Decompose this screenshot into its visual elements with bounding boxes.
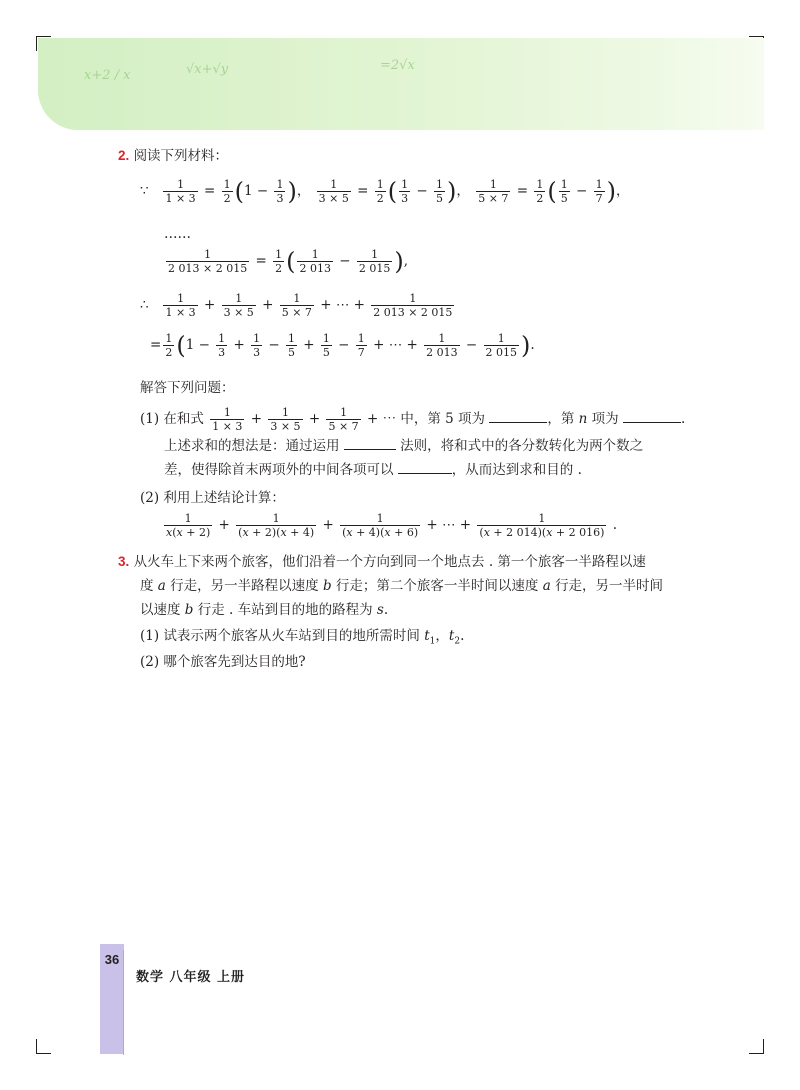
fraction: $\frac{1}{1 \times 3}$: [165, 292, 196, 319]
banner-formula-1: x+2 / x: [84, 68, 131, 83]
q1-prefix: (1) 在和式: [140, 411, 204, 427]
fraction: $\frac{1}{2 013}$: [299, 248, 331, 275]
fraction: $\frac{1}{5 \times 7}$: [281, 292, 312, 319]
p3-text: 行走，另一半时间: [555, 578, 664, 594]
p3-q1-text: (1) 试表示两个旅客从火车站到目的地所需时间: [140, 628, 420, 644]
fraction: $\frac{1}{5}$: [287, 332, 295, 359]
q1-line3-b: ，从而达到求和目的 .: [451, 462, 582, 478]
problem-3-question-2: (2) 哪个旅客先到达目的地?: [140, 654, 306, 670]
problem-3-question-1: (1) 试表示两个旅客从火车站到目的地所需时间 $t_1$，$t_2$.: [140, 628, 465, 647]
task-intro: 解答下列问题：: [140, 380, 235, 396]
p3-text: 行走；第二个旅客一半时间以速度: [335, 578, 539, 594]
p3-text: 以速度: [140, 602, 181, 618]
banner-formula-3: =2√x: [380, 58, 415, 73]
fraction: $\frac{1}{1 \times 3}$: [212, 406, 243, 433]
variable-t1: t: [424, 628, 430, 644]
question-2-prompt: (2) 利用上述结论计算：: [140, 490, 285, 506]
therefore-symbol: ∴: [140, 297, 149, 313]
fraction: $\frac{1}{5}$: [322, 332, 330, 359]
page-number: 36: [104, 952, 120, 967]
answer-blank: [398, 461, 452, 474]
variable-b: b: [184, 602, 194, 618]
variable-b: b: [322, 578, 332, 594]
problem-3-line-3: [140, 600, 388, 620]
answer-blank: [344, 437, 396, 450]
ellipsis: ……: [164, 226, 191, 242]
fraction: $\frac{1}{2 013}$: [426, 332, 458, 359]
material-line-2: $\frac{1}{2 013 \times 2 015}$ = $\frac{1}{2}$ ( $\frac{1}{2 013}$ − $\frac{1}{2 015}$ ),: [168, 247, 409, 276]
q1-line2-b: 法则，将和式中的各分数转化为两个数之: [400, 438, 644, 454]
q1-mid: 中，第 5 项为: [400, 411, 486, 427]
fraction: $\frac{1}{3}$: [401, 178, 409, 205]
header-banner: [38, 38, 764, 130]
variable-a: a: [542, 578, 551, 594]
material-line-4: = $\frac{1}{2}$ (1 − $\frac{1}{3}$ + $\frac{1}{3}$ − $\frac{1}{5}$ + $\frac{1}{5}$ − $\frac{1}{7}$ + ⋯ + $\frac{1}{2 013}$ − $\frac{1}{2 015}$ ).: [150, 331, 535, 360]
fraction: $\frac{1}{(x + 2)(x + 4)}$: [238, 512, 315, 539]
p3-text: 行走 . 车站到目的地的路程为: [197, 602, 373, 618]
fraction: $\frac{1}{3}$: [218, 332, 226, 359]
problem-2-heading: [118, 146, 228, 166]
fraction: $\frac{1}{7}$: [595, 178, 603, 205]
question-2-expression: $\frac{1}{x(x + 2)}$ + $\frac{1}{(x + 2)(x + 4)}$ + $\frac{1}{(x + 4)(x + 6)}$ + ⋯ + $\frac{1}{(x + 2 014)(x + 2 016)}$ .: [166, 512, 618, 539]
fraction: $\frac{1}{2 015}$: [358, 248, 391, 275]
q1-mid2: ，第: [547, 411, 575, 427]
question-1: (1) 在和式 $\frac{1}{1 \times 3}$ + $\frac{1}{3 \times 5}$ + $\frac{1}{5 \times 7}$ + ⋯ 中，第 5 项为 ，第 n 项为 .: [140, 406, 686, 433]
problem-3-number: 3.: [118, 554, 130, 569]
fraction: $\frac{1}{(x + 4)(x + 6)}$: [342, 512, 419, 539]
answer-blank: [489, 410, 547, 423]
q1-line3-a: 差，使得除首末两项外的中间各项可以: [164, 462, 394, 478]
fraction: $\frac{1}{3 \times 5}$: [270, 406, 301, 433]
p3-text: .: [383, 602, 389, 618]
because-symbol: ∵: [140, 183, 149, 199]
q1-line-3: [164, 460, 582, 480]
variable-a: a: [157, 578, 166, 594]
problem-3-line-1: [118, 552, 646, 572]
problem-3-line-2: [140, 576, 663, 596]
fraction: $\frac{1}{2}$: [536, 178, 544, 205]
problem-3-text-1: 从火车上下来两个旅客，他们沿着一个方向到同一个地点去 . 第一个旅客一半路程以速: [133, 554, 646, 570]
q1-line-2: [164, 436, 643, 456]
problem-2-number: 2.: [118, 148, 130, 163]
fraction: $\frac{1}{3}$: [276, 178, 284, 205]
crop-mark-bottom-right: [749, 1039, 764, 1054]
fraction: $\frac{1}{2 013 \times 2 015}$: [373, 292, 453, 319]
q1-mid3: 项为: [591, 411, 619, 427]
variable-s: s: [376, 602, 384, 618]
variable-n: n: [578, 411, 588, 427]
fraction: $\frac{1}{(x + 2 014)(x + 2 016)}$: [479, 512, 605, 539]
fraction: $\frac{1}{2 015}$: [485, 332, 517, 359]
p3-text: 行走，另一半路程以速度: [170, 578, 319, 594]
fraction: $\frac{1}{7}$: [357, 332, 365, 359]
fraction: $\frac{1}{2}$: [275, 248, 283, 275]
variable-t2: t: [448, 628, 455, 644]
crop-mark-bottom-left: [36, 1039, 51, 1054]
q1-end: .: [680, 411, 686, 427]
fraction: $\frac{1}{3 \times 5}$: [318, 178, 349, 205]
fraction: $\frac{1}{2}$: [165, 332, 173, 359]
fraction: $\frac{1}{2 013 \times 2 015}$: [168, 248, 248, 275]
problem-2-intro: 阅读下列材料：: [133, 148, 229, 164]
p3-text: 度: [140, 578, 154, 594]
fraction: $\frac{1}{3 \times 5}$: [223, 292, 254, 319]
fraction: $\frac{1}{5 \times 7}$: [478, 178, 509, 205]
fraction: $\frac{1}{5}$: [560, 178, 568, 205]
fraction: $\frac{1}{3}$: [253, 332, 261, 359]
material-line-3: ∴ $\frac{1}{1 \times 3}$ + $\frac{1}{3 \times 5}$ + $\frac{1}{5 \times 7}$ + ⋯ + $\frac{1}{2 013 \times 2 015}$: [140, 292, 453, 319]
fraction: $\frac{1}{2}$: [376, 178, 384, 205]
fraction: $\frac{1}{5 \times 7}$: [328, 406, 359, 433]
fraction: $\frac{1}{5}$: [436, 178, 444, 205]
answer-blank: [623, 410, 681, 423]
banner-formula-2: √x+√y: [186, 62, 229, 77]
material-line-1: ∵ $\frac{1}{1 \times 3}$ = $\frac{1}{2}$ (1 − $\frac{1}{3}$ )， $\frac{1}{3 \times 5}$ = $\frac{1}{2}$ ( $\frac{1}{3}$ − $\frac{1}{5}$ )， $\frac{1}{5 \times 7}$ = $\frac{1}{2}$ ( $\frac{1}{5}$ − $\frac{1}{7}$ )，: [140, 177, 630, 206]
q1-line2-a: 上述求和的想法是：通过运用: [164, 438, 340, 454]
book-title: 数学 八年级 上册: [136, 970, 246, 985]
fraction: $\frac{1}{2}$: [223, 178, 231, 205]
fraction: $\frac{1}{x(x + 2)}$: [166, 512, 211, 539]
fraction: $\frac{1}{1 \times 3}$: [165, 178, 196, 205]
